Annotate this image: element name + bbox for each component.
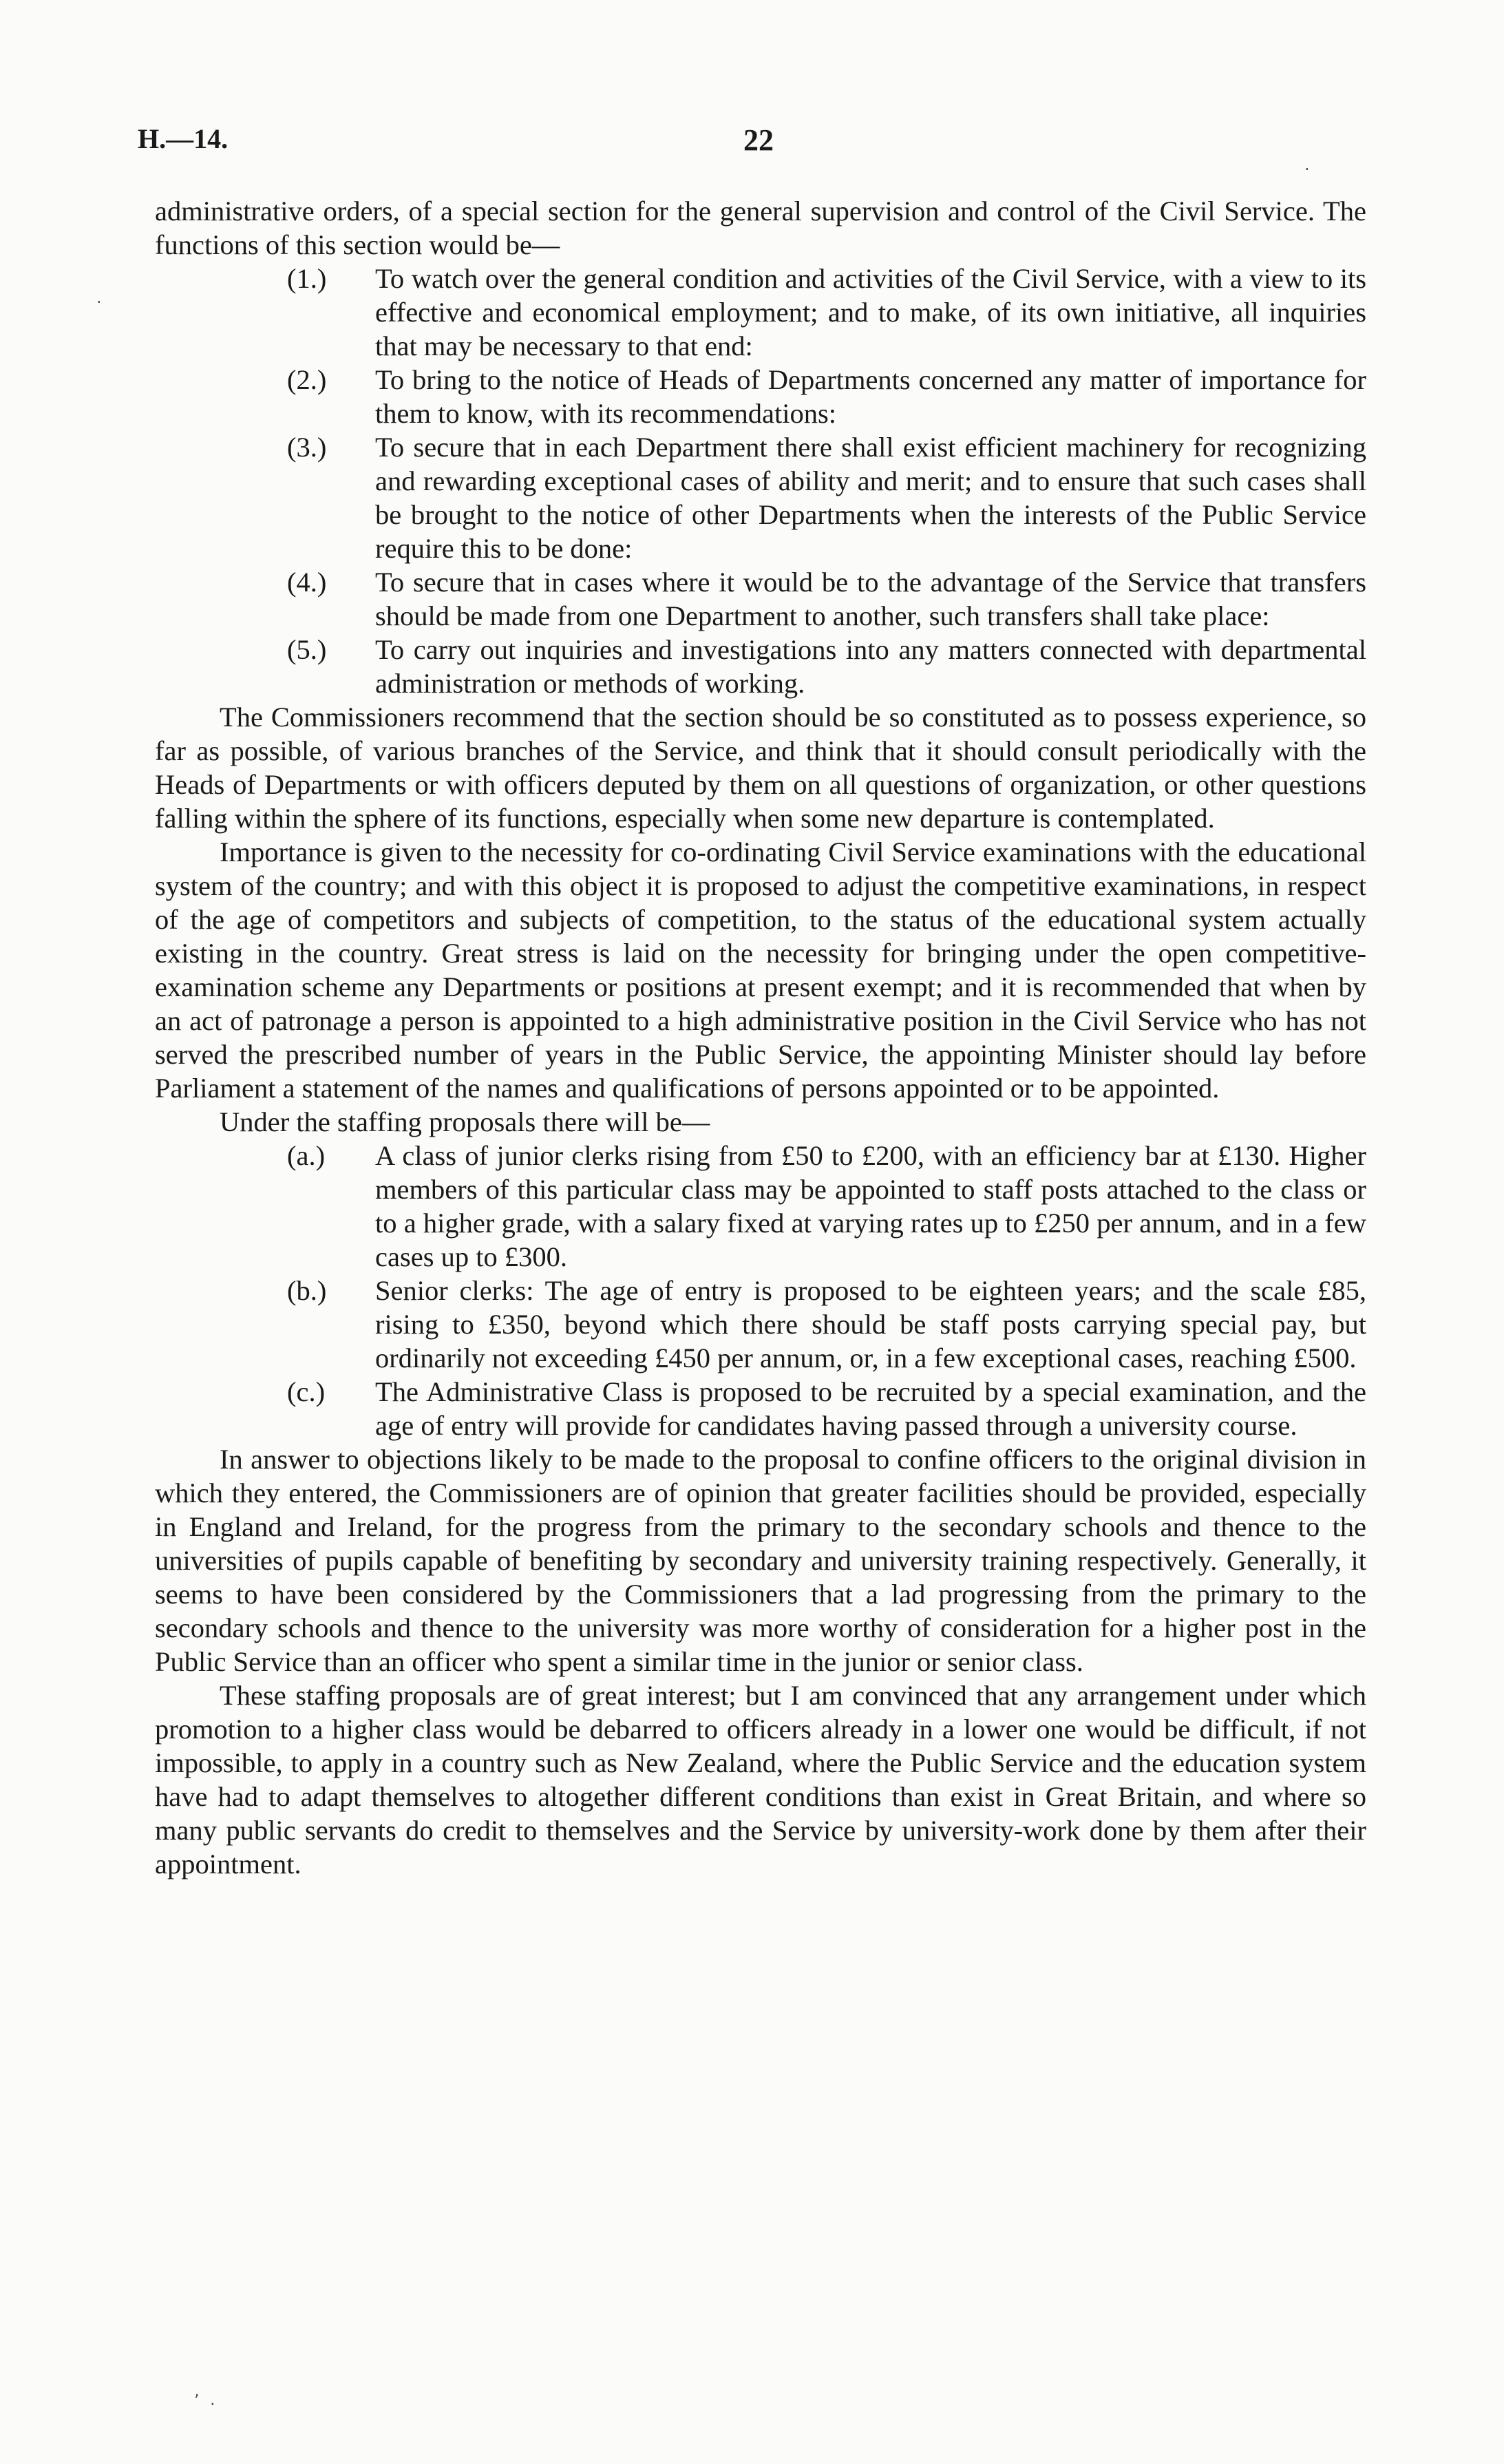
list-item-number: (c.) [287, 1376, 326, 1407]
list-item [287, 565, 1366, 633]
intro-paragraph: administrative orders, of a special section for the general supervision and control of the Civil Service. The functions of this section would be— [155, 196, 1366, 260]
conclusion-paragraph: These staffing proposals are of great interest; but I am convinced that any arrangement under which promotion to a higher class would be debarred to officers already in a lower one would be difficult, if not impossible, to apply in a country such as New Zealand, where the Public Service and the education system have had to adapt themselves to altogether different conditions than exist in Great Britain, and where so many public servants do credit to themselves and the Service by university-work done by them after their appointment. [155, 1680, 1366, 1879]
list-item-number: (1.) [287, 263, 327, 294]
list-item [287, 363, 1366, 430]
list-item-number: (b.) [287, 1275, 327, 1306]
list-item-text: The Administrative Class is proposed to be recruited by a special examination, and the age of entry will provide for candidates having passed through a university course. [375, 1376, 1366, 1441]
document-reference: H.—14. [138, 123, 229, 154]
list-item-text: To watch over the general condition and activities of the Civil Service, with a view to its effective and economical employment; and to make, of its own initiative, all inquiries that may be necessary to that end: [375, 263, 1366, 361]
list-item-text: To bring to the notice of Heads of Departments concerned any matter of importance for them to know, with its recommendations: [375, 364, 1366, 429]
list-item [287, 430, 1366, 565]
functions-list [155, 262, 1366, 700]
staffing-intro: Under the staffing proposals there will be— [220, 1106, 710, 1137]
list-item-text: Senior clerks: The age of entry is proposed to be eighteen years; and the scale £85, rising to £350, beyond which there should be staff posts carrying special pay, but ordinarily not exceeding £450 per annum, or, in a few exceptional cases, reaching £500. [375, 1275, 1366, 1373]
stray-mark: · [210, 2394, 215, 2414]
page-header [138, 123, 1363, 171]
stray-mark: ‚ [194, 2381, 200, 2400]
body-text [155, 194, 1366, 1881]
importance-paragraph: Importance is given to the necessity for co-ordinating Civil Service examinations with the educational system of the country; and with this object it is proposed to adjust the competitive examinations, in respect of the age of competitors and subjects of competition, to the status of the educational system actually existing in the country. Great stress is laid on the necessity for bringing under the open competitive-examination scheme any Departments or positions at present exempt; and it is recommended that when by an act of patronage a person is appointed to a high administrative position in the Civil Service who has not served the prescribed number of years in the Public Service, the appointing Minister should lay before Parliament a statement of the names and qualifications of persons appointed or to be appointed. [155, 836, 1366, 1104]
list-item-text: To carry out inquiries and investigations into any matters connected with departmental administration or methods of working. [375, 634, 1366, 699]
list-item-number: (4.) [287, 567, 327, 598]
page-number: 22 [743, 123, 774, 157]
list-item-text: To secure that in each Department there shall exist efficient machinery for recognizing and rewarding exceptional cases of ability and merit; and to ensure that such cases shall be brought to the notice of other Departments when the interests of the Public Service require this to be done: [375, 432, 1366, 564]
list-item-number: (a.) [287, 1140, 326, 1171]
staffing-list [155, 1139, 1366, 1442]
commissioners-paragraph: The Commissioners recommend that the section should be so constituted as to possess experience, so far as possible, of various branches of the Service, and think that it should consult periodically with the Heads of Departments or with officers deputed by them on all questions of organization, or other questions falling within the sphere of its functions, especially when some new departure is contemplated. [155, 702, 1366, 834]
list-item [287, 262, 1366, 363]
list-item-text: To secure that in cases where it would be to the advantage of the Service that transfers should be made from one Department to another, such transfers shall take place: [375, 567, 1366, 631]
list-item-number: (3.) [287, 432, 327, 463]
list-item [287, 1139, 1366, 1274]
list-item-number: (5.) [287, 634, 327, 665]
list-item-text: A class of junior clerks rising from £50 to £200, with an efficiency bar at £130. Higher members of this particular class may be appointed to staff posts attached to the class or to a higher grade, with a salary fixed at varying rates up to £250 per annum, and in a few cases up to £300. [375, 1140, 1366, 1272]
stray-mark: · [1304, 160, 1310, 179]
list-item-number: (2.) [287, 364, 327, 395]
list-item [287, 633, 1366, 700]
list-item [287, 1274, 1366, 1375]
stray-mark: · [96, 293, 102, 312]
objections-paragraph: In answer to objections likely to be made to the proposal to confine officers to the original division in which they entered, the Commissioners are of opinion that greater facilities should be provided, especially in England and Ireland, for the progress from the primary to the secondary schools and thence to the universities of pupils capable of benefiting by secondary and university training respectively. Generally, it seems to have been considered by the Commissioners that a lad progressing from the primary to the secondary schools and thence to the university was more worthy of consideration for a higher post in the Public Service than an officer who spent a similar time in the junior or senior class. [155, 1444, 1366, 1677]
list-item [287, 1375, 1366, 1442]
